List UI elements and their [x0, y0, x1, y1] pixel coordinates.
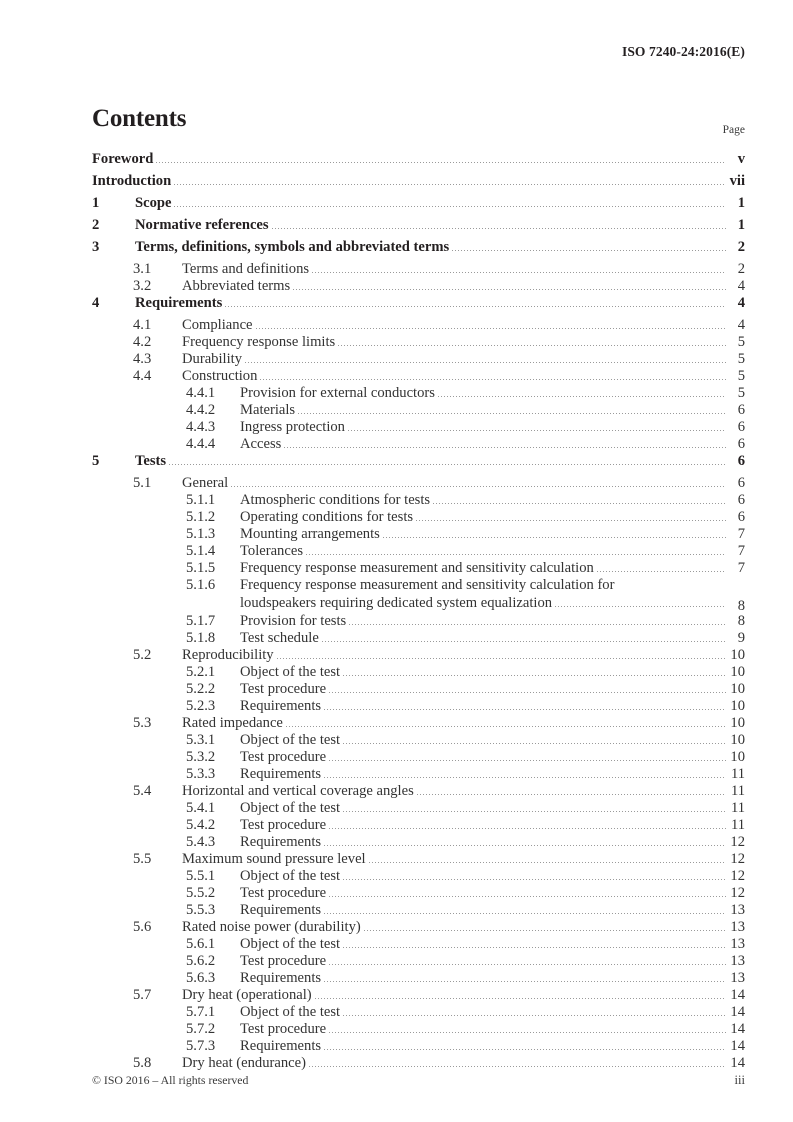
toc-entry-label: Maximum sound pressure level — [182, 851, 366, 867]
toc-entry-page-number: 6 — [737, 436, 745, 452]
toc-entry-number: 5.6 — [133, 919, 152, 935]
toc-entry[interactable] — [92, 988, 745, 1005]
copyright-notice: © ISO 2016 – All rights reserved — [92, 1073, 249, 1087]
toc-entry-number: 5.5.2 — [186, 885, 216, 901]
toc-dot-leader — [329, 828, 726, 829]
toc-entry-label-continued: loudspeakers requiring dedicated system equalization — [240, 595, 553, 611]
toc-dot-leader — [433, 503, 726, 504]
page-footer — [92, 1073, 745, 1088]
toc-entry-page-number: 5 — [737, 351, 745, 367]
toc-entry-number: 5 — [92, 453, 100, 469]
toc-entry-page-number: 10 — [730, 715, 745, 731]
toc-entry-number: 1 — [92, 195, 100, 211]
toc-entry[interactable] — [92, 1039, 745, 1056]
toc-entry-number: 5.1.1 — [186, 492, 216, 508]
toc-entry-page-number: 6 — [737, 509, 745, 525]
toc-entry-number: 5.2.2 — [186, 681, 216, 697]
toc-entry-label-stack — [240, 578, 727, 614]
toc-entry[interactable] — [92, 196, 745, 218]
toc-entry-page-number: vii — [729, 173, 745, 189]
toc-entry[interactable] — [92, 954, 745, 971]
toc-entry-page-number: 10 — [730, 698, 745, 714]
toc-entry-page-number: 7 — [737, 526, 745, 542]
toc-entry-page-number: 8 — [737, 598, 745, 615]
toc-entry[interactable] — [92, 493, 745, 510]
toc-dot-leader — [324, 845, 726, 846]
toc-entry-page-number: 13 — [730, 902, 745, 918]
toc-entry-label: Durability — [182, 351, 242, 367]
toc-entry-number: 4.4.1 — [186, 385, 216, 401]
toc-entry-page-number: 7 — [737, 543, 745, 559]
toc-entry-number: 5.2 — [133, 647, 152, 663]
toc-entry-number: 4 — [92, 295, 100, 311]
toc-entry-label: Requirements — [240, 834, 322, 850]
toc-entry-number: 5.4.2 — [186, 817, 216, 833]
toc-entry-label: Requirements — [240, 698, 322, 714]
toc-entry-label: Requirements — [240, 902, 322, 918]
toc-entry[interactable] — [92, 152, 745, 174]
toc-entry-label: Frequency response limits — [182, 334, 336, 350]
toc-entry-page-number: 10 — [730, 647, 745, 663]
toc-entry-number: 5.2.1 — [186, 664, 216, 680]
toc-entry-number: 2 — [92, 217, 100, 233]
toc-entry-label: Rated noise power (durability) — [182, 919, 361, 935]
toc-dot-leader — [174, 184, 726, 185]
toc-entry-number: 4.4 — [133, 368, 152, 384]
toc-entry-page-number: 10 — [730, 749, 745, 765]
toc-entry[interactable] — [92, 869, 745, 886]
toc-entry-label: General — [182, 475, 229, 491]
toc-entry-number: 3.1 — [133, 261, 152, 277]
toc-entry-number: 4.4.4 — [186, 436, 216, 452]
toc-dot-leader — [174, 206, 726, 207]
toc-entry-page-number: 14 — [730, 1021, 745, 1037]
toc-entry-number: 5.7 — [133, 987, 152, 1003]
toc-entry-label: Terms and definitions — [182, 261, 310, 277]
toc-entry-number: 5.3.3 — [186, 766, 216, 782]
toc-entry[interactable] — [92, 527, 745, 544]
toc-entry-label: Frequency response measurement and sensitivity calculation for — [240, 577, 615, 593]
toc-entry-number: 5.4.1 — [186, 800, 216, 816]
toc-entry[interactable] — [92, 296, 745, 318]
toc-entry-label: Terms, definitions, symbols and abbreviated terms — [135, 239, 450, 255]
toc-entry-label: Requirements — [240, 1038, 322, 1054]
toc-dot-leader — [324, 709, 726, 710]
toc-entry-page-number: 13 — [730, 936, 745, 952]
toc-entry-label: Test procedure — [240, 817, 327, 833]
toc-entry-number: 5.1.8 — [186, 630, 216, 646]
toc-entry-label: Construction — [182, 368, 258, 384]
toc-entry-label: Test procedure — [240, 1021, 327, 1037]
toc-dot-leader — [324, 913, 726, 914]
toc-entry-number: 3 — [92, 239, 100, 255]
toc-entry-page-number: 8 — [737, 613, 745, 629]
toc-dot-leader — [329, 692, 726, 693]
toc-entry-page-number: 6 — [737, 419, 745, 435]
toc-entry[interactable] — [92, 403, 745, 420]
toc-entry-label: Materials — [240, 402, 296, 418]
toc-entry-label: Access — [240, 436, 282, 452]
toc-entry-page-number: 7 — [737, 560, 745, 576]
toc-entry-label: Object of the test — [240, 1004, 341, 1020]
toc-entry-label: Test procedure — [240, 681, 327, 697]
toc-dot-leader — [306, 554, 726, 555]
toc-entry-label: Test procedure — [240, 953, 327, 969]
toc-entry-page-number: 14 — [730, 1004, 745, 1020]
toc-entry-number: 5.7.3 — [186, 1038, 216, 1054]
document-reference-header: ISO 7240-24:2016(E) — [621, 44, 745, 59]
toc-entry-label: Ingress protection — [240, 419, 345, 435]
toc-entry-page-number: 10 — [730, 681, 745, 697]
toc-entry-page-number: v — [737, 151, 745, 167]
toc-entry-label: Dry heat (endurance) — [182, 1055, 306, 1071]
toc-entry[interactable] — [92, 578, 745, 614]
toc-entry-page-number: 12 — [730, 868, 745, 884]
toc-entry-label: Provision for tests — [240, 613, 347, 629]
toc-dot-leader — [309, 1066, 726, 1067]
toc-entry-label: Atmospheric conditions for tests — [240, 492, 431, 508]
toc-entry-label: Object of the test — [240, 800, 341, 816]
toc-entry[interactable] — [92, 835, 745, 852]
toc-entry-page-number: 14 — [730, 987, 745, 1003]
toc-dot-leader — [555, 606, 726, 607]
toc-entry-number: 5.6.1 — [186, 936, 216, 952]
toc-entry-number: 4.4.3 — [186, 419, 216, 435]
toc-dot-leader — [315, 998, 726, 999]
toc-entry[interactable] — [92, 767, 745, 784]
toc-entry-label: Test schedule — [240, 630, 319, 646]
toc-entry-page-number: 6 — [737, 402, 745, 418]
toc-entry[interactable] — [92, 454, 745, 476]
toc-entry[interactable] — [92, 386, 745, 403]
toc-entry-number: 5.7.2 — [186, 1021, 216, 1037]
toc-dot-leader — [284, 447, 726, 448]
toc-dot-leader — [338, 345, 726, 346]
toc-entry-number: 5.6.2 — [186, 953, 216, 969]
toc-entry-page-number: 11 — [730, 766, 745, 782]
toc-entry-page-number: 2 — [737, 239, 745, 255]
toc-entry-number: 5.8 — [133, 1055, 152, 1071]
toc-entry[interactable] — [92, 852, 745, 869]
toc-entry-number: 5.7.1 — [186, 1004, 216, 1020]
toc-entry-number: 5.4 — [133, 783, 152, 799]
toc-entry-label: Object of the test — [240, 732, 341, 748]
toc-dot-leader — [156, 162, 726, 163]
toc-entry-page-number: 11 — [730, 783, 745, 799]
toc-dot-leader — [324, 1049, 726, 1050]
toc-entry[interactable] — [92, 886, 745, 903]
toc-entry[interactable] — [92, 750, 745, 767]
toc-dot-leader — [298, 413, 726, 414]
toc-entry[interactable] — [92, 716, 745, 733]
toc-entry-page-number: 13 — [730, 953, 745, 969]
toc-entry-label: Requirements — [240, 970, 322, 986]
toc-entry-page-number: 5 — [737, 385, 745, 401]
toc-entry-label: Object of the test — [240, 664, 341, 680]
toc-entry[interactable] — [92, 682, 745, 699]
toc-dot-leader — [416, 520, 726, 521]
toc-dot-leader — [383, 537, 726, 538]
toc-dot-leader — [417, 794, 726, 795]
contents-heading-row — [92, 105, 745, 135]
toc-entry[interactable] — [92, 476, 745, 493]
toc-entry-label: Object of the test — [240, 936, 341, 952]
toc-dot-leader — [349, 624, 726, 625]
toc-dot-leader — [343, 1015, 726, 1016]
toc-entry-page-number: 12 — [730, 851, 745, 867]
toc-entry[interactable] — [92, 971, 745, 988]
toc-entry-page-number: 9 — [737, 630, 745, 646]
toc-dot-leader — [343, 879, 726, 880]
toc-entry-label: Test procedure — [240, 885, 327, 901]
toc-entry-page-number: 6 — [737, 475, 745, 491]
toc-dot-leader — [231, 486, 726, 487]
toc-entry-page-number: 5 — [737, 368, 745, 384]
toc-entry[interactable] — [92, 784, 745, 801]
toc-dot-leader — [329, 760, 726, 761]
toc-entry[interactable] — [92, 437, 745, 454]
toc-entry-label: Provision for external conductors — [240, 385, 435, 401]
toc-entry-number: 5.3.1 — [186, 732, 216, 748]
toc-entry-page-number: 1 — [737, 217, 745, 233]
toc-entry-number: 5.1 — [133, 475, 152, 491]
toc-entry-page-number: 13 — [730, 919, 745, 935]
toc-dot-leader — [343, 947, 726, 948]
toc-entry-label: Normative references — [135, 217, 269, 233]
toc-entry[interactable] — [92, 903, 745, 920]
toc-entry-label: Operating conditions for tests — [240, 509, 414, 525]
toc-entry-number: 5.1.7 — [186, 613, 216, 629]
toc-entry-page-number: 11 — [730, 800, 745, 816]
toc-dot-leader — [260, 379, 726, 380]
toc-entry-number: 5.1.3 — [186, 526, 216, 542]
toc-entry-page-number: 4 — [737, 317, 745, 333]
toc-entry-label: Dry heat (operational) — [182, 987, 312, 1003]
toc-entry-page-number: 2 — [737, 261, 745, 277]
toc-dot-leader — [364, 930, 726, 931]
toc-entry[interactable] — [92, 369, 745, 386]
toc-dot-leader — [322, 641, 726, 642]
toc-entry-number: 5.1.6 — [186, 577, 216, 593]
toc-entry-label: Requirements — [240, 766, 322, 782]
toc-dot-leader — [286, 726, 726, 727]
toc-entry[interactable] — [92, 335, 745, 352]
toc-dot-leader — [343, 675, 726, 676]
toc-dot-leader — [245, 362, 726, 363]
toc-entry-number: 4.2 — [133, 334, 152, 350]
toc-entry[interactable] — [92, 510, 745, 527]
toc-entry[interactable] — [92, 420, 745, 437]
toc-entry-label: Frequency response measurement and sensitivity calculation — [240, 560, 594, 576]
toc-entry-page-number: 12 — [730, 885, 745, 901]
toc-entry[interactable] — [92, 561, 745, 578]
toc-entry-number: 5.3 — [133, 715, 152, 731]
toc-dot-leader — [438, 396, 726, 397]
toc-entry[interactable] — [92, 818, 745, 835]
toc-entry-label: Reproducibility — [182, 647, 274, 663]
table-of-contents — [92, 152, 745, 1073]
page-title: Contents — [92, 105, 187, 132]
page-folio: iii — [734, 1073, 745, 1087]
toc-entry[interactable] — [92, 801, 745, 818]
toc-entry-number: 5.2.3 — [186, 698, 216, 714]
toc-dot-leader — [277, 658, 726, 659]
toc-entry-number: 5.5.1 — [186, 868, 216, 884]
toc-entry-page-number: 14 — [730, 1038, 745, 1054]
toc-entry-label: Test procedure — [240, 749, 327, 765]
toc-entry-number: 5.1.4 — [186, 543, 216, 559]
toc-entry-number: 5.1.2 — [186, 509, 216, 525]
toc-dot-leader — [169, 464, 726, 465]
toc-entry[interactable] — [92, 352, 745, 369]
toc-dot-leader — [293, 289, 726, 290]
toc-entry-page-number: 4 — [737, 295, 745, 311]
toc-entry[interactable] — [92, 733, 745, 750]
toc-entry-number: 5.4.3 — [186, 834, 216, 850]
toc-entry[interactable] — [92, 1022, 745, 1039]
toc-entry-label: Tolerances — [240, 543, 303, 559]
toc-entry-page-number: 13 — [730, 970, 745, 986]
toc-entry-number: 5.6.3 — [186, 970, 216, 986]
toc-entry-page-number: 4 — [737, 278, 745, 294]
toc-entry-label: Abbreviated terms — [182, 278, 291, 294]
toc-entry-number: 5.1.5 — [186, 560, 216, 576]
toc-entry-label: Mounting arrangements — [240, 526, 380, 542]
toc-dot-leader — [348, 430, 726, 431]
toc-entry[interactable] — [92, 262, 745, 279]
toc-entry[interactable] — [92, 1056, 745, 1073]
toc-entry-label: Foreword — [92, 151, 154, 167]
toc-dot-leader — [324, 777, 726, 778]
toc-dot-leader — [329, 896, 726, 897]
toc-entry-page-number: 6 — [737, 453, 745, 469]
toc-entry[interactable] — [92, 937, 745, 954]
toc-dot-leader — [343, 743, 726, 744]
toc-entry-page-number: 12 — [730, 834, 745, 850]
toc-entry[interactable] — [92, 920, 745, 937]
toc-dot-leader — [597, 571, 726, 572]
toc-dot-leader — [225, 306, 726, 307]
toc-entry-number: 3.2 — [133, 278, 152, 294]
toc-entry[interactable] — [92, 665, 745, 682]
toc-dot-leader — [329, 964, 726, 965]
toc-entry-label: Requirements — [135, 295, 223, 311]
toc-dot-leader — [369, 862, 726, 863]
toc-entry[interactable] — [92, 174, 745, 196]
toc-entry[interactable] — [92, 240, 745, 262]
toc-entry-page-number: 6 — [737, 492, 745, 508]
toc-entry[interactable] — [92, 279, 745, 296]
toc-dot-leader — [329, 1032, 726, 1033]
toc-entry[interactable] — [92, 544, 745, 561]
toc-entry-page-number: 11 — [730, 817, 745, 833]
toc-entry[interactable] — [92, 648, 745, 665]
toc-dot-leader — [324, 981, 726, 982]
toc-entry-page-number: 1 — [737, 195, 745, 211]
toc-entry-number: 5.3.2 — [186, 749, 216, 765]
toc-entry-number: 5.5 — [133, 851, 152, 867]
toc-entry-label: Tests — [135, 453, 167, 469]
toc-entry-number: 5.5.3 — [186, 902, 216, 918]
toc-dot-leader — [343, 811, 726, 812]
toc-entry[interactable] — [92, 318, 745, 335]
toc-entry-label: Introduction — [92, 173, 172, 189]
toc-entry-label: Object of the test — [240, 868, 341, 884]
toc-entry-label: Scope — [135, 195, 172, 211]
toc-entry[interactable] — [92, 614, 745, 631]
toc-entry-page-number: 14 — [730, 1055, 745, 1071]
toc-dot-leader — [452, 250, 726, 251]
toc-entry-page-number: 10 — [730, 664, 745, 680]
toc-entry-label: Rated impedance — [182, 715, 283, 731]
toc-entry[interactable] — [92, 699, 745, 716]
toc-dot-leader — [312, 272, 726, 273]
toc-entry[interactable] — [92, 218, 745, 240]
toc-dot-leader — [256, 328, 726, 329]
toc-entry-label: Horizontal and vertical coverage angles — [182, 783, 414, 799]
toc-entry[interactable] — [92, 631, 745, 648]
toc-entry[interactable] — [92, 1005, 745, 1022]
toc-entry-number: 4.3 — [133, 351, 152, 367]
toc-entry-number: 4.1 — [133, 317, 152, 333]
toc-dot-leader — [272, 228, 726, 229]
toc-entry-label: Compliance — [182, 317, 253, 333]
toc-entry-page-number: 10 — [730, 732, 745, 748]
page-column-header: Page — [722, 124, 745, 136]
toc-entry-number: 4.4.2 — [186, 402, 216, 418]
toc-entry-page-number: 5 — [737, 334, 745, 350]
